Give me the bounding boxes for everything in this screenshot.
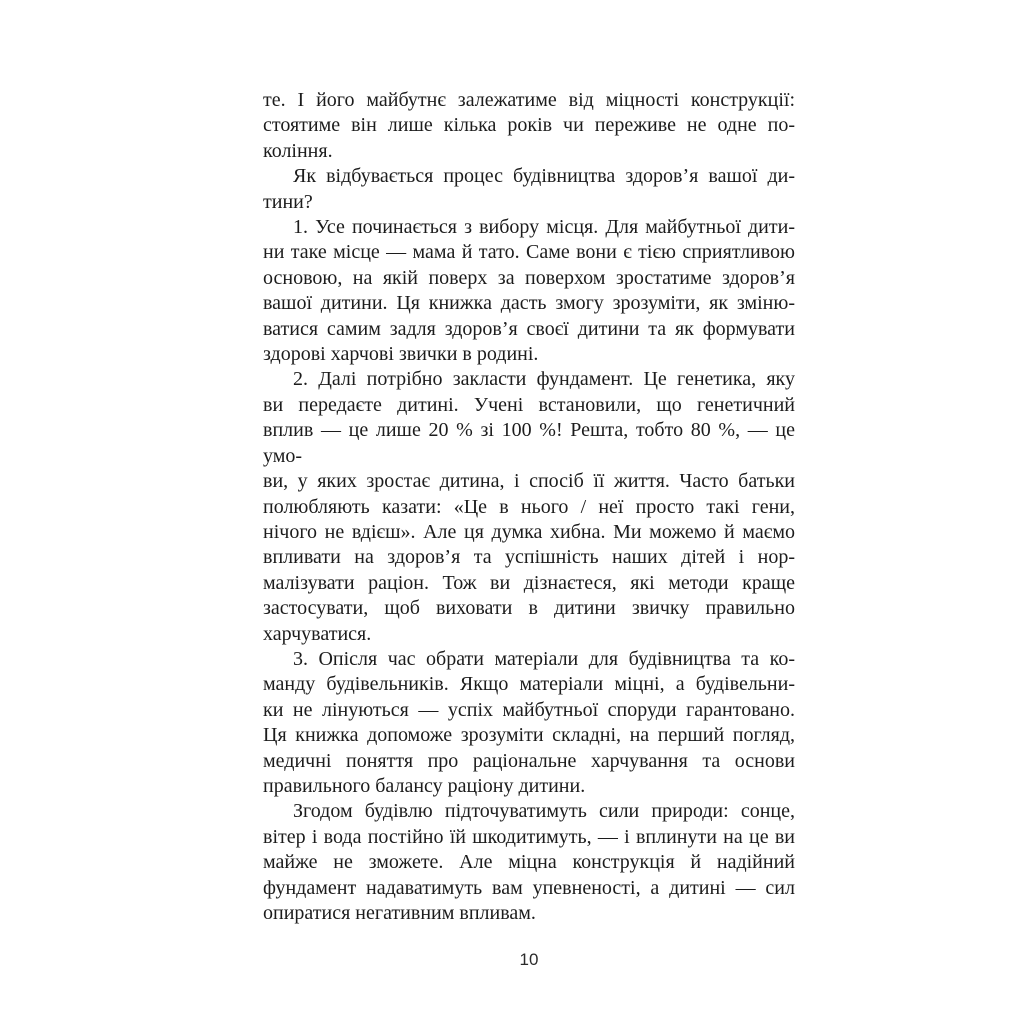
text-line: ни таке місце — мама й тато. Саме вони є тією сприятливою (263, 241, 795, 264)
text-line: 2. Далі потрібно закласти фундамент. Це генетика, яку (293, 368, 795, 391)
text-line: нічого не вдієш». Але ця думка хибна. Ми можемо й маємо (263, 520, 795, 543)
text-line: тини? (263, 190, 313, 213)
paragraph (263, 367, 795, 646)
text-line: Як відбувається процес будівництва здоров’я вашої ди- (293, 165, 795, 188)
text-line: 3. Опісля час обрати матеріали для будівництва та ко- (293, 647, 795, 670)
text-line: застосувати, щоб виховати в дитини звичку правильно (263, 597, 795, 620)
text-line: малізувати раціон. Тож ви дізнаєтеся, які методи краще (263, 571, 795, 594)
text-line: опиратися негативним впливам. (263, 902, 536, 924)
text-line: ви, у яких зростає дитина, і спосіб її життя. Часто батьки (263, 470, 795, 493)
text-line: впливати на здоров’я та успішність наших дітей і нор- (263, 546, 795, 569)
paragraph (263, 799, 795, 926)
text-line: коління. (263, 139, 333, 162)
text-line: 1. Усе починається з вибору місця. Для майбутньої дити- (293, 216, 795, 239)
text-line: ватися самим задля здоров’я своєї дитини та як формувати (263, 317, 795, 340)
text-block (263, 88, 795, 926)
text-line: вашої дитини. Ця книжка дасть змогу зрозуміти, як зміню- (263, 292, 795, 315)
text-line: основою, на якій поверх за поверхом зростатиме здоров’я (263, 266, 795, 289)
text-line: вплив — це лише 20 % зі 100 %! Решта, тобто 80 %, — це умо- (263, 419, 795, 467)
paragraph (263, 88, 795, 164)
text-line: правильного балансу раціону дитини. (263, 774, 586, 797)
text-line: майже не зможете. Але міцна конструкція й надійний (263, 851, 795, 874)
text-line: здорові харчові звички в родині. (263, 343, 539, 366)
text-line: Згодом будівлю підточуватимуть сили природи: сонце, (293, 800, 795, 823)
text-line: стоятиме він лише кілька років чи переживе не одне по- (263, 114, 795, 137)
text-line: Ця книжка допоможе зрозуміти складні, на перший погляд, (263, 724, 795, 747)
text-line: фундамент надаватимуть вам упевненості, а дитині — сил (263, 876, 795, 899)
page-number: 10 (519, 950, 539, 969)
paragraph (263, 215, 795, 367)
text-line: те. І його майбутнє залежатиме від міцності конструкції: (263, 89, 795, 111)
paragraph (263, 164, 795, 215)
text-line: медичні поняття про раціональне харчування та основи (263, 749, 795, 772)
text-line: харчуватися. (263, 622, 372, 645)
text-line: полюбляють казати: «Це в нього / неї просто такі гени, (263, 495, 795, 518)
text-line: вітер і вода постійно їй шкодитимуть, — і вплинути на це ви (263, 825, 795, 848)
text-line: ви передаєте дитині. Учені встановили, що генетичний (263, 393, 795, 416)
text-line: манду будівельників. Якщо матеріали міцні, а будівельни- (263, 673, 795, 696)
paragraph (263, 647, 795, 799)
text-line: ки не лінуються — успіх майбутньої споруди гарантовано. (263, 698, 795, 721)
